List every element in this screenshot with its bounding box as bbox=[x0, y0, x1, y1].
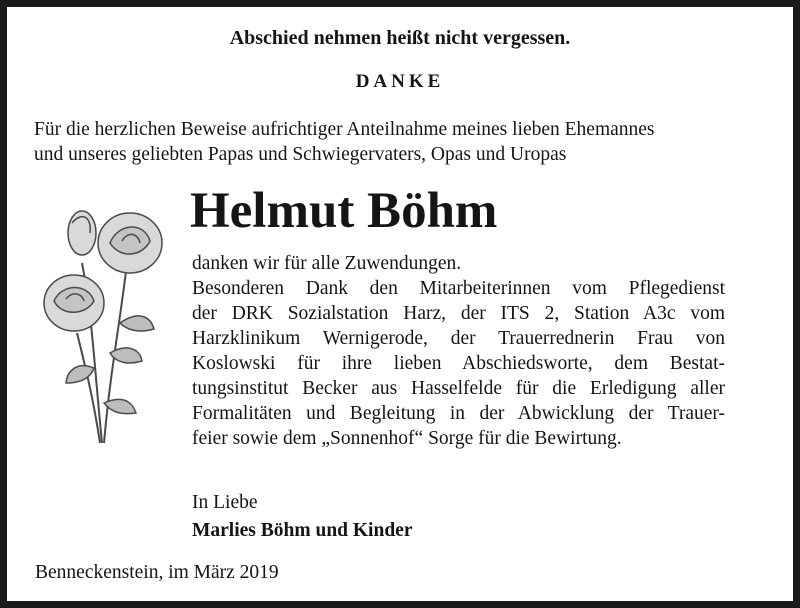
notice-heading: Abschied nehmen heißt nicht vergessen. bbox=[229, 27, 571, 49]
place-date: Benneckenstein, im März 2019 bbox=[35, 562, 279, 583]
rose-leaf bbox=[66, 366, 94, 383]
body-line: Besonderen Dank den Mitarbeiterinnen vom Pflegedienst bbox=[192, 278, 725, 299]
rose-leaf bbox=[110, 348, 142, 363]
roses-image bbox=[32, 203, 177, 453]
thanks-paragraph bbox=[192, 251, 725, 451]
closing-signature: Marlies Böhm und Kinder bbox=[192, 520, 413, 541]
body-line: Koslowski für ihre lieben Abschiedsworte, dem Bestat- bbox=[192, 353, 725, 374]
intro-line: Für die herzlichen Beweise aufrichtiger Anteilnahme meines lieben Ehemannes bbox=[34, 119, 655, 140]
body-line: der DRK Sozialstation Harz, der ITS 2, Station A3c vom bbox=[192, 303, 725, 324]
body-line: Harzklinikum Wernigerode, der Trauerrednerin Frau von bbox=[192, 328, 725, 349]
rose-leaf bbox=[104, 399, 136, 413]
intro-paragraph bbox=[34, 117, 794, 167]
closing-block bbox=[192, 489, 412, 545]
intro-line: und unseres geliebten Papas und Schwiegervaters, Opas und Uropas bbox=[34, 144, 567, 165]
rose-leaf bbox=[120, 316, 154, 331]
closing-greeting: In Liebe bbox=[192, 492, 258, 513]
rose-bud bbox=[68, 211, 96, 255]
deceased-name: Helmut Böhm bbox=[190, 183, 498, 239]
body-line: danken wir für alle Zuwendungen. bbox=[192, 253, 462, 274]
body-line: tungsinstitut Becker aus Hasselfelde für die Erledigung aller bbox=[192, 378, 725, 399]
body-line: Formalitäten und Begleitung in der Abwicklung der Trauer- bbox=[192, 403, 725, 424]
thanks-title: DANKE bbox=[355, 71, 445, 92]
body-line: feier sowie dem „Sonnenhof“ Sorge für die Bewirtung. bbox=[192, 428, 622, 449]
